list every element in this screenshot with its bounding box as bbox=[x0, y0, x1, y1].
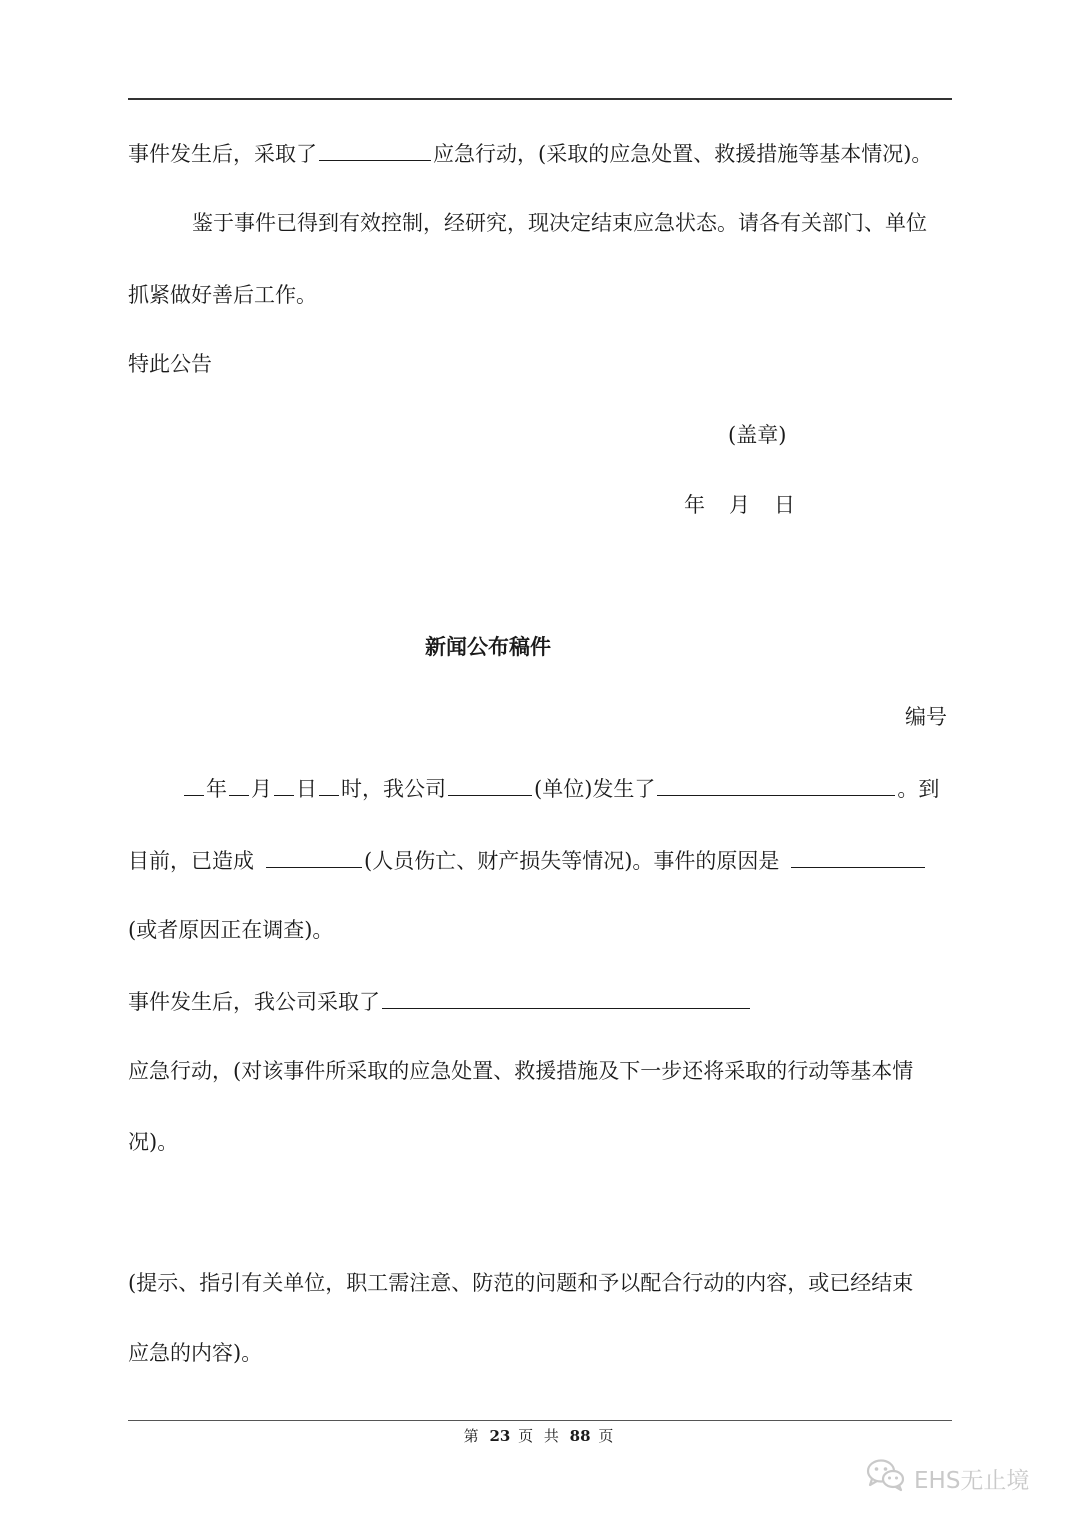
p1-end: 。到 bbox=[897, 777, 940, 801]
footer-prefix: 第 bbox=[463, 1427, 482, 1445]
news-paragraph1-line1 bbox=[184, 773, 939, 804]
page-footer bbox=[0, 1424, 1080, 1448]
p1-year: 年 bbox=[206, 777, 227, 801]
year-blank bbox=[184, 773, 204, 796]
prev-paragraph2-line1: 鉴于事件已得到有效控制，经研究，现决定结束应急状态。请各有关部门、单位 bbox=[192, 211, 927, 235]
prev-paragraph-line1 bbox=[128, 138, 932, 169]
section-title: 新闻公布稿件 bbox=[425, 634, 551, 659]
prev-line1-text-a: 事件发生后，采取了 bbox=[128, 142, 317, 166]
news-paragraph3-line2: 况)。 bbox=[128, 1130, 179, 1154]
watermark-text: EHS无止境 bbox=[914, 1467, 1030, 1494]
prev-line1-text-b: 应急行动，(采取的应急处置、救援措施等基本情况)。 bbox=[433, 142, 933, 166]
p4-text: 事件发生后，我公司采取了 bbox=[128, 990, 380, 1014]
hour-blank bbox=[319, 773, 339, 796]
prev-paragraph2-line2: 抓紧做好善后工作。 bbox=[128, 283, 317, 307]
date-line bbox=[684, 490, 795, 520]
news-paragraph3-line1: 应急行动，(对该事件所采取的应急处置、救援措施及下一步还将采取的行动等基本情 bbox=[128, 1059, 914, 1083]
p1-month: 月 bbox=[251, 777, 272, 801]
date-month: 月 bbox=[729, 493, 750, 517]
closing-text: 特此公告 bbox=[128, 352, 212, 376]
cause-blank bbox=[791, 845, 925, 868]
footer-rule bbox=[128, 1420, 952, 1421]
number-label: 编号 bbox=[905, 705, 947, 729]
event-blank bbox=[657, 773, 895, 796]
date-day: 日 bbox=[774, 493, 795, 517]
measures-blank bbox=[382, 986, 750, 1009]
loss-blank bbox=[266, 845, 362, 868]
day-blank bbox=[274, 773, 294, 796]
date-year: 年 bbox=[684, 493, 705, 517]
seal-label: (盖章) bbox=[728, 423, 787, 447]
news-paragraph4-line1: (提示、指引有关单位，职工需注意、防范的问题和予以配合行动的内容，或已经结束 bbox=[128, 1271, 914, 1295]
page-number: 23 bbox=[489, 1427, 511, 1445]
p2-text-b: (人员伤亡、财产损失等情况)。事件的原因是 bbox=[364, 849, 780, 873]
unit-blank bbox=[448, 773, 532, 796]
p2-text-a: 目前，已造成 bbox=[128, 849, 254, 873]
total-pages: 88 bbox=[569, 1427, 591, 1445]
p1-day: 日 bbox=[296, 777, 317, 801]
watermark bbox=[866, 1458, 1029, 1498]
wechat-icon bbox=[866, 1458, 906, 1498]
news-paragraph1-line2 bbox=[128, 845, 927, 876]
p1-unit: (单位)发生了 bbox=[534, 777, 656, 801]
month-blank bbox=[229, 773, 249, 796]
footer-suffix: 页 bbox=[598, 1427, 617, 1445]
footer-middle: 页 共 bbox=[518, 1427, 562, 1445]
news-paragraph4-line2: 应急的内容)。 bbox=[128, 1341, 263, 1365]
action-blank bbox=[319, 138, 431, 161]
news-paragraph1-line3: (或者原因正在调查)。 bbox=[128, 918, 334, 942]
header-rule bbox=[128, 98, 952, 100]
p1-hour: 时，我公司 bbox=[341, 777, 446, 801]
news-paragraph2-line1 bbox=[128, 986, 752, 1017]
